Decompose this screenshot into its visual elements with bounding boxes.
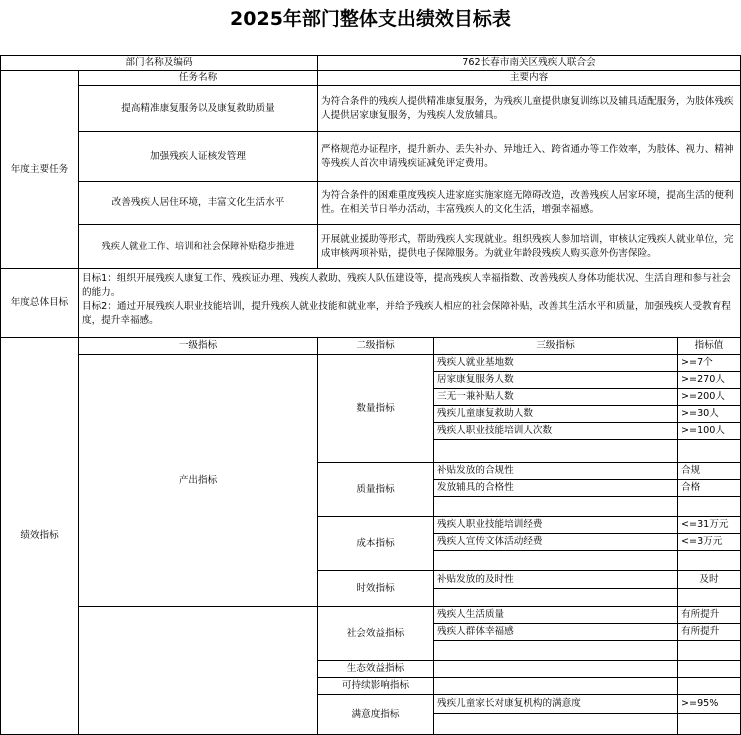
l2-satisfaction: 满意度指标 xyxy=(317,694,434,735)
l3-item: 残疾人群体幸福感 xyxy=(433,623,678,641)
l2-cost: 成本指标 xyxy=(317,516,434,571)
l2-timeliness: 时效指标 xyxy=(317,570,434,607)
l3-header: 三级指标 xyxy=(433,337,678,355)
l3-value: >=200人 xyxy=(677,388,741,406)
l3-empty xyxy=(677,640,741,661)
task-content-text: 开展就业援助等形式，帮助残疾人实现就业。组织残疾人参加培训，审核认定残疾人就业单位，完成审核两项补贴，提供电子保障服务。为就业年龄段残疾人购买意外伤害保险。 xyxy=(321,233,734,259)
dept-value: 762长春市南关区残疾人联合会 xyxy=(317,55,741,71)
page-title: 2025年部门整体支出绩效目标表 xyxy=(230,8,511,30)
indicators-label: 绩效指标 xyxy=(0,337,79,735)
task-name-header: 任务名称 xyxy=(78,70,318,86)
l3-item: 残疾人职业技能培训人次数 xyxy=(433,422,678,440)
l1-outcome xyxy=(78,606,318,735)
task-name: 提高精准康复服务以及康复救助质量 xyxy=(78,85,318,132)
l3-value: >=30人 xyxy=(677,405,741,423)
task-content-text: 为符合条件的困难重度残疾人进家庭实施家庭无障碍改造，改善残疾人居家环境，提高生活的便利性。在相关节日举办活动，丰富残疾人的文化生活，增强幸福感。 xyxy=(321,190,734,215)
l3-value: 有所提升 xyxy=(677,623,741,641)
annual-tasks-label: 年度主要任务 xyxy=(0,70,79,269)
goal-2-text: 目标2：通过开展残疾人职业技能培训，提升残疾人就业技能和就业率，并给予残疾人相应的社会保障补贴，改善其生活水平和质量，加强残疾人受教育程度，提升幸福感。 xyxy=(82,301,731,326)
l2-sustainability: 可持续影响指标 xyxy=(317,677,434,695)
l3-value: >=270人 xyxy=(677,371,741,389)
l2-social: 社会效益指标 xyxy=(317,606,434,661)
l3-empty xyxy=(433,713,678,735)
l3-empty xyxy=(433,677,678,695)
l3-item: 残疾人职业技能培训经费 xyxy=(433,516,678,534)
value-header: 指标值 xyxy=(677,337,741,355)
l3-empty xyxy=(433,439,678,463)
l3-empty xyxy=(677,660,741,678)
task-content xyxy=(317,131,741,182)
l3-empty xyxy=(433,550,678,571)
l3-item: 三无一兼补贴人数 xyxy=(433,388,678,406)
task-content-text: 为符合条件的残疾人提供精准康复服务，为残疾儿童提供康复训练以及辅具适配服务，为肢体残疾人提供居家康复服务，为残疾人发放辅具。 xyxy=(321,95,734,121)
task-name: 改善残疾人居住环境，丰富文化生活水平 xyxy=(78,181,318,225)
l3-empty xyxy=(677,439,741,463)
l3-empty xyxy=(433,588,678,607)
l3-value: >=95% xyxy=(677,694,741,714)
l3-item: 残疾儿童家长对康复机构的满意度 xyxy=(433,694,678,714)
l3-item: 发放辅具的合格性 xyxy=(433,479,678,497)
l3-value: >=7个 xyxy=(677,354,741,372)
l1-output: 产出指标 xyxy=(78,354,318,607)
l3-empty xyxy=(677,588,741,607)
l2-quantity: 数量指标 xyxy=(317,354,434,463)
l3-empty xyxy=(677,677,741,695)
goal-1-text: 目标1：组织开展残疾人康复工作、残疾证办理、残疾人救助、残疾人队伍建设等，提高残疾人幸福指数、改善残疾人身体功能状况、生活自理和参与社会的能力。 xyxy=(82,273,731,298)
l3-item: 补贴发放的合规性 xyxy=(433,462,678,480)
l3-item: 残疾人生活质量 xyxy=(433,606,678,624)
task-content xyxy=(317,181,741,225)
l3-empty xyxy=(677,713,741,735)
task-content-header: 主要内容 xyxy=(317,70,741,86)
l1-header: 一级指标 xyxy=(78,337,318,355)
dept-label: 部门名称及编码 xyxy=(0,55,318,71)
l3-empty xyxy=(433,496,678,517)
task-content xyxy=(317,85,741,132)
l3-value: <=31万元 xyxy=(677,516,741,534)
task-name: 残疾人就业工作、培训和社会保障补贴稳步推进 xyxy=(78,224,318,269)
l3-item: 残疾儿童康复救助人数 xyxy=(433,405,678,423)
l3-item: 残疾人宣传文体活动经费 xyxy=(433,533,678,551)
task-name: 加强残疾人证核发管理 xyxy=(78,131,318,182)
l3-empty xyxy=(433,660,678,678)
l3-empty xyxy=(677,550,741,571)
task-content xyxy=(317,224,741,269)
l3-value: >=100人 xyxy=(677,422,741,440)
l3-empty xyxy=(433,640,678,661)
l2-ecology: 生态效益指标 xyxy=(317,660,434,678)
l3-item: 补贴发放的及时性 xyxy=(433,570,678,589)
l3-item: 残疾人就业基地数 xyxy=(433,354,678,372)
overall-goal-label: 年度总体目标 xyxy=(0,268,79,338)
task-content-text: 严格规范办证程序，提升新办、丢失补办、异地迁入、跨省通办等工作效率，为肢体、视力、精神等残疾人首次申请残疾证减免评定费用。 xyxy=(321,143,734,169)
l2-header: 二级指标 xyxy=(317,337,434,355)
l3-value: 有所提升 xyxy=(677,606,741,624)
l3-value: 及时 xyxy=(677,570,741,589)
l3-value: 合格 xyxy=(677,479,741,497)
l3-item: 居家康复服务人数 xyxy=(433,371,678,389)
l2-quality: 质量指标 xyxy=(317,462,434,517)
overall-goal-text xyxy=(78,268,741,338)
l3-value: <=3万元 xyxy=(677,533,741,551)
l3-value: 合规 xyxy=(677,462,741,480)
l3-empty xyxy=(677,496,741,517)
